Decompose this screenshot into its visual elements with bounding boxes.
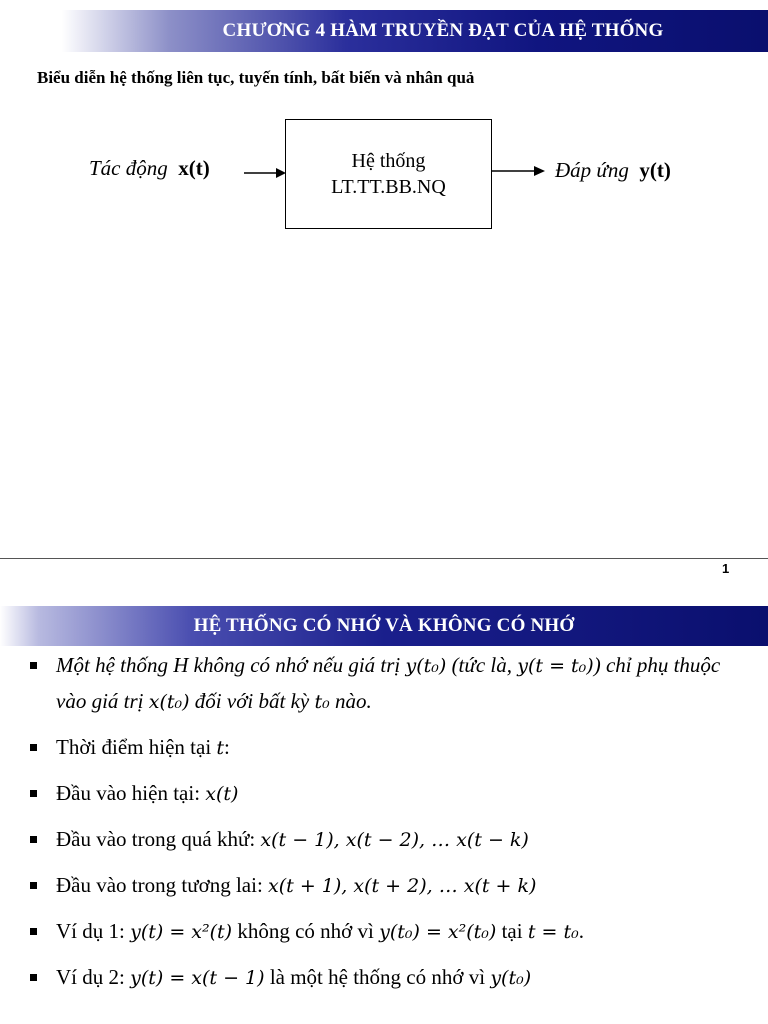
math-expression: x(t + 1), x(t + 2), … x(t + k) <box>268 875 537 897</box>
list-item <box>30 868 730 904</box>
text-run: Đầu vào trong quá khứ: <box>56 827 261 851</box>
list-item <box>30 776 730 812</box>
math-expression: x(t) <box>205 783 239 805</box>
text-run: Đầu vào trong tương lai: <box>56 873 269 897</box>
text-run: . <box>578 919 584 943</box>
list-item <box>30 822 730 858</box>
bullet-list <box>30 648 730 1006</box>
text-run: không có nhớ vì <box>232 919 380 943</box>
math-expression: y(t₀) = x²(t₀) <box>379 921 497 943</box>
text-run: ) chỉ phụ thuộc vào giá trị <box>56 653 721 713</box>
system-block <box>285 119 492 229</box>
output-label <box>555 158 671 183</box>
list-item <box>30 648 730 720</box>
text-run: Thời điểm hiện tại <box>56 735 217 759</box>
list-item <box>30 730 730 766</box>
text-run: Ví dụ 2: <box>56 965 131 989</box>
text-run: : <box>224 735 230 759</box>
list-item <box>30 914 730 950</box>
page-number: 1 <box>722 561 730 576</box>
slide-divider <box>0 558 768 559</box>
math-expression: t = t₀ <box>527 921 579 943</box>
math-expression: x(t − 1), x(t − 2), … x(t − k) <box>260 829 529 851</box>
text-run: tại <box>496 919 528 943</box>
slide-title: HỆ THỐNG CÓ NHỚ VÀ KHÔNG CÓ NHỚ <box>193 615 575 636</box>
input-text: Tác động <box>89 156 168 180</box>
slide-2 <box>0 600 768 1024</box>
slide-subtitle: Biểu diễn hệ thống liên tục, tuyến tính, bất biến và nhân quả <box>37 68 475 87</box>
system-block-line2: LT.TT.BB.NQ <box>331 176 446 198</box>
math-expression: y(t) = x²(t) <box>130 921 233 943</box>
text-run: Ví dụ 1: <box>56 919 131 943</box>
input-signal: x(t) <box>178 156 210 180</box>
output-signal: y(t) <box>639 158 671 182</box>
list-item <box>30 960 730 996</box>
math-expression: t <box>216 737 225 759</box>
title-banner <box>0 606 768 646</box>
math-expression: y(t₀) <box>405 655 447 677</box>
text-run: nào. <box>329 689 372 713</box>
input-arrow <box>244 166 288 180</box>
math-expression: y(t₀) <box>490 967 532 989</box>
math-expression: y(t) = x(t − 1) <box>130 967 265 989</box>
text-run: là một hệ thống có nhớ vì <box>264 965 491 989</box>
output-text: Đáp ứng <box>555 158 629 182</box>
text-run: đối với bất kỳ <box>189 689 315 713</box>
text-run: Đầu vào hiện tại: <box>56 781 206 805</box>
text-run: (tức là, <box>446 653 518 677</box>
text-run: Một hệ thống H không có nhớ nếu giá trị <box>56 653 406 677</box>
input-label <box>89 156 210 181</box>
math-expression: x(t₀) <box>148 691 190 713</box>
title-banner <box>0 10 768 52</box>
output-arrow <box>492 164 548 178</box>
system-block-line1: Hệ thống <box>351 150 426 172</box>
math-expression: t₀ <box>314 691 330 713</box>
math-expression: y(t = t₀) <box>517 655 594 677</box>
slide-title: CHƯƠNG 4 HÀM TRUYỀN ĐẠT CỦA HỆ THỐNG <box>222 20 664 41</box>
